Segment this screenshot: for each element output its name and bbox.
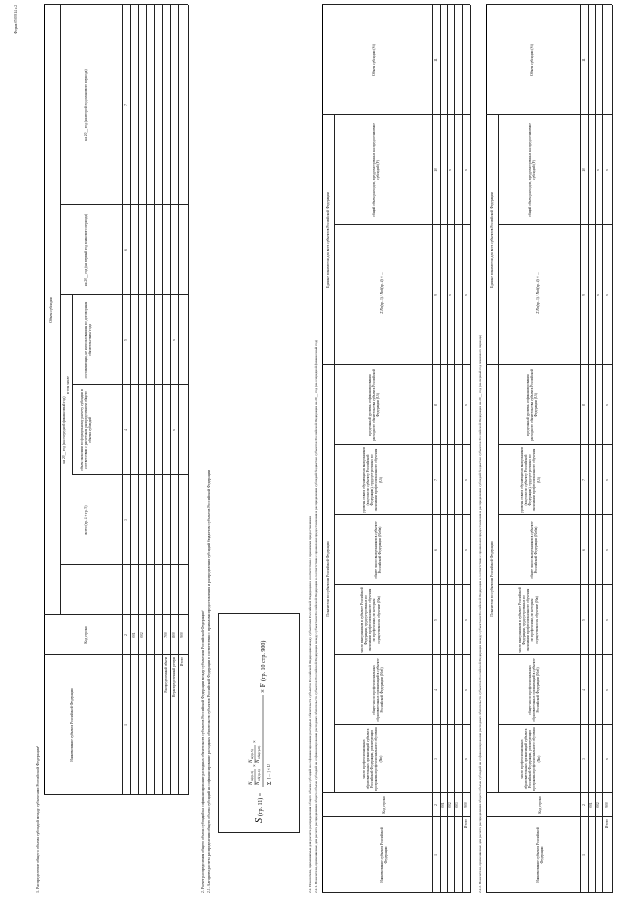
s222-col-c: число выпускников в субъекте Российской Федерации, трудоустроенных по окончании профессионального обучения по профессиям, по которым осуществлялось обучение (Nв) [518, 587, 539, 653]
svg-text:×: × [253, 740, 258, 743]
s222-row-total-code: 900 [605, 802, 609, 808]
svg-text:× F: × F [259, 683, 267, 693]
s1-x-mark: x [172, 429, 176, 431]
s222-x-mark: x [605, 758, 609, 760]
section22-subtitle: 2.2.1. Показатели, применяемые для расчета распределения общего объема субсидий на софинансирование расходных обязательств субъектов Российской Федерации между субъектами Российской Федерации в соответствии с правилами предоставления и распределения субсидий бюджетам субъектов Российской Федерации на 20__ год (на очередной финансовый год) [314, 339, 318, 893]
s221-col-h: общий объем расходов, предусмотренных на предоставление субсидий (F) [372, 123, 381, 217]
s221-x-mark: x [464, 758, 468, 760]
s1-col-volume: Объем субсидии [49, 297, 53, 323]
s221-x-mark: x [464, 169, 468, 171]
svg-text:Σ: Σ [267, 781, 273, 785]
s1-row-undistributed: Нераспределенный резерв [172, 657, 176, 698]
s221-col-g: Σ Nn(гр. 3) / Nоб(гр. 4) × ... [380, 272, 384, 314]
s1-colnum: 4 [124, 429, 128, 431]
s1-colnum: 2 [124, 634, 128, 636]
svg-text:п(гр.3): п(гр.3) [250, 770, 254, 781]
s221-x-mark: x [464, 549, 468, 551]
s1-col-year-current: на 20__ год (на очередной финансовый год) [62, 396, 66, 464]
s221-x-mark: x [448, 294, 452, 296]
s221-colnum: 4 [434, 689, 438, 691]
s222-row-code: 002 [596, 802, 600, 808]
s222-colnum: 9 [582, 294, 586, 296]
s221-row-total: Итого [464, 819, 468, 829]
s222-col-f: предельный уровень софинансирования расходного обязательства субъекта Российской Федерации (Ui) [526, 369, 539, 441]
s222-col-b: общее число профессиональных образовательных организаций в субъекте Российской Федерации (Nоб) [528, 658, 541, 722]
s222-colnum: 7 [582, 479, 586, 481]
s222-col-g-group: Единые показатели для всех субъектов Российской Федерации [490, 192, 494, 288]
s1-col-cofinance2: составляющая, не использованная по договорным обязательствам/ года [84, 301, 93, 379]
s1-colnum: 6 [124, 249, 128, 251]
form-number: Форма 0503914 с.2 [14, 5, 18, 34]
s222-x-mark: x [605, 479, 609, 481]
svg-text:N: N [249, 781, 254, 785]
s222-x-mark: x [605, 294, 609, 296]
s221-col-i: Объем субсидии (Si) [372, 44, 376, 76]
s1-col-year-next: на 20__ год (на первый год планового периода) [84, 213, 88, 287]
s1-col-line-code: Код строки [84, 626, 88, 644]
s1-colnum: 3 [124, 519, 128, 521]
s221-colnum: 8 [434, 404, 438, 406]
s221-x-mark: x [448, 169, 452, 171]
s222-col-subject-name: Наименование субъекта Российской Федерации [536, 827, 545, 883]
s222-x-mark: x [596, 169, 600, 171]
s222-colnum: 2 [582, 804, 586, 806]
s1-row-total: Итого [180, 657, 184, 667]
s222-x-mark: x [605, 404, 609, 406]
s222-colnum: 8 [582, 404, 586, 406]
formula-svg [238, 620, 282, 825]
s221-col-line-code: Код строки [382, 796, 386, 814]
s222-colnum: 10 [582, 168, 586, 172]
s222-x-mark: x [605, 549, 609, 551]
s221-x-mark: x [464, 479, 468, 481]
s1-row-code: 002 [140, 632, 144, 638]
s1-col-year-next2: на 20__ год (на второй год планового периода) [84, 69, 88, 141]
s221-x-mark: x [464, 294, 468, 296]
section2-title: 2. Расчет распределения общего объема субсидий на софинансирование расходных обязательств субъектов Российской Федерации между субъектами Российской Федерации² [201, 610, 205, 893]
s1-col-incl: в том числе [66, 376, 70, 394]
s222-col-d: общее число выпускников в субъекте Российской Федерации (Nобв) [530, 521, 539, 579]
svg-text:N: N [256, 759, 261, 763]
s1-row-distributed: Распределенный объем [164, 657, 168, 693]
s221-row-code: 003 [455, 802, 459, 808]
s1-x-mark: x [172, 339, 176, 341]
s222-colnum: 3 [582, 758, 586, 760]
svg-text:×: × [253, 764, 258, 767]
svg-text:(гр. 10 стр. 900): (гр. 10 стр. 900) [261, 640, 267, 681]
section222-title: 2.2.2. Показатели, применяемые для расчета распределения общего объема субсидий на софинансирование расходных обязательств субъектов Российской Федерации между субъектами Российской Федерации в соответствии с правилами предоставления и распределения субсидий бюджетам субъектов Российской Федерации на 20__ год (на первый год планового периода) [478, 334, 482, 893]
s222-col-group: Показатели по субъектам Российской Федерации [490, 541, 494, 617]
s1-col-total: всего (гр. 4 + гр. 5) [84, 505, 88, 535]
s1-row-total-code: 900 [180, 632, 184, 638]
svg-text:(гр. 11) =: (гр. 11) = [258, 792, 264, 816]
s222-row-total: Итого [605, 819, 609, 829]
s221-x-mark: x [464, 689, 468, 691]
section22-title: 2.2. Показатели, применяемые для расчета распределения общего объема субсидий на софинансирование расходных обязательств субъектов Российской Федерации между субъектами Российской Федерации в соответствии с правилами предоставления [308, 516, 312, 893]
s1-col-subject-name: Наименование субъекта Российской Федерации [70, 688, 74, 762]
s221-colnum: 3 [434, 758, 438, 760]
s222-colnum: 6 [582, 549, 586, 551]
s221-x-mark: x [464, 404, 468, 406]
s1-col-cofinance: объем экономии по формульному расчету субсидии в соответствии с расчетным распределением общего объема субсидий [80, 389, 93, 471]
allocation-formula [238, 620, 282, 825]
s1-row-code: 001 [132, 632, 136, 638]
s222-colnum: 5 [582, 619, 586, 621]
s222-row-code: 001 [589, 802, 593, 808]
s221-col-group: Показатели по субъектам Российской Федерации [326, 541, 330, 617]
s1-colnum: 5 [124, 339, 128, 341]
s221-colnum: 7 [434, 479, 438, 481]
s221-x-mark: x [464, 619, 468, 621]
s221-col-f: предельный уровень софинансирования расходного обязательства субъекта Российской Федерации (Ui) [368, 369, 381, 441]
svg-text:об(гр.4): об(гр.4) [257, 769, 261, 781]
s221-colnum: 10 [434, 168, 438, 172]
s1-colnum: 1 [124, 724, 128, 726]
s221-row-total-code: 900 [464, 802, 468, 808]
s221-colnum: 9 [434, 294, 438, 296]
s1-colnum: 7 [124, 104, 128, 106]
svg-text:N: N [256, 781, 261, 785]
s222-x-mark: x [596, 294, 600, 296]
s222-colnum: 4 [582, 689, 586, 691]
s222-col-a: число профессиональных образовательных организаций субъекта Российской Федерации, реализующих программы профессионального обучения (Nn) [520, 727, 541, 791]
s222-x-mark: x [605, 169, 609, 171]
svg-text:S: S [254, 818, 265, 823]
s221-col-g-group: Единые показатели для всех субъектов Российской Федерации [326, 192, 330, 288]
s221-colnum: 2 [434, 804, 438, 806]
s222-col-i: Объем субсидии (Si) [530, 44, 534, 76]
s222-col-line-code: Код строки [538, 796, 542, 814]
s1-row-undistributed-code: 800 [172, 632, 176, 638]
section2-subtitle: 2.1. Алгоритм расчета распределения общего объема субсидий на софинансирование расходных обязательств субъектов Российской Федерации в соответствии с правилами предоставления и распределения субсидий бюджетам субъектов Российской Федерации [207, 470, 211, 893]
s221-col-c: число выпускников в субъекте Российской Федерации, трудоустроенных по окончании профессионального обучения по профессиям, по которым осуществлялось обучение (Nв) [360, 587, 381, 653]
s221-col-subject-name: Наименование субъекта Российской Федерации [380, 827, 389, 883]
s221-col-e: уровень охвата обучающихся выпускников (в целом по субъекту Российской Федерации), трудоустроенных по окончании профессионального обучения (Ui) [362, 447, 383, 513]
s222-col-e: уровень охвата обучающихся выпускников (в целом по субъекту Российской Федерации), трудоустроенных по окончании профессионального обучения (Ui) [520, 447, 541, 513]
s221-colnum: 6 [434, 549, 438, 551]
s221-row-code: 001 [441, 802, 445, 808]
svg-text:N: N [249, 759, 254, 763]
s221-col-b: общее число профессиональных образовательных организаций в субъекте Российской Федерации (Nоб) [372, 658, 385, 722]
svg-text:[ ... ] × U: [ ... ] × U [266, 764, 271, 779]
s221-colnum: 11 [434, 58, 438, 62]
s222-x-mark: x [605, 619, 609, 621]
s221-colnum: 5 [434, 619, 438, 621]
s222-x-mark: x [605, 689, 609, 691]
s221-colnum: 1 [434, 854, 438, 856]
s1-row-distributed-code: 700 [164, 632, 168, 638]
svg-text:в(гр.5): в(гр.5) [250, 749, 254, 759]
s222-col-h: общий объем расходов, предусмотренных на предоставление субсидий (F) [528, 123, 537, 217]
s221-row-code: 002 [448, 802, 452, 808]
s221-col-a: число профессиональных образовательных организаций субъекта Российской Федерации, реализующих программы профессионального обучения (Nn) [362, 727, 383, 791]
s222-col-g: Σ Nn(гр. 3) / Nоб(гр. 4) × ... [536, 272, 540, 314]
s221-col-d: общее число выпускников в субъекте Российской Федерации (Nобв) [374, 521, 383, 579]
s222-colnum: 11 [582, 58, 586, 62]
svg-text:обв(гр.6): обв(гр.6) [257, 745, 261, 759]
section1-title: 1. Распределение общего объема субсидий между субъектами Российской Федерации¹ [35, 745, 40, 893]
s222-colnum: 1 [582, 854, 586, 856]
